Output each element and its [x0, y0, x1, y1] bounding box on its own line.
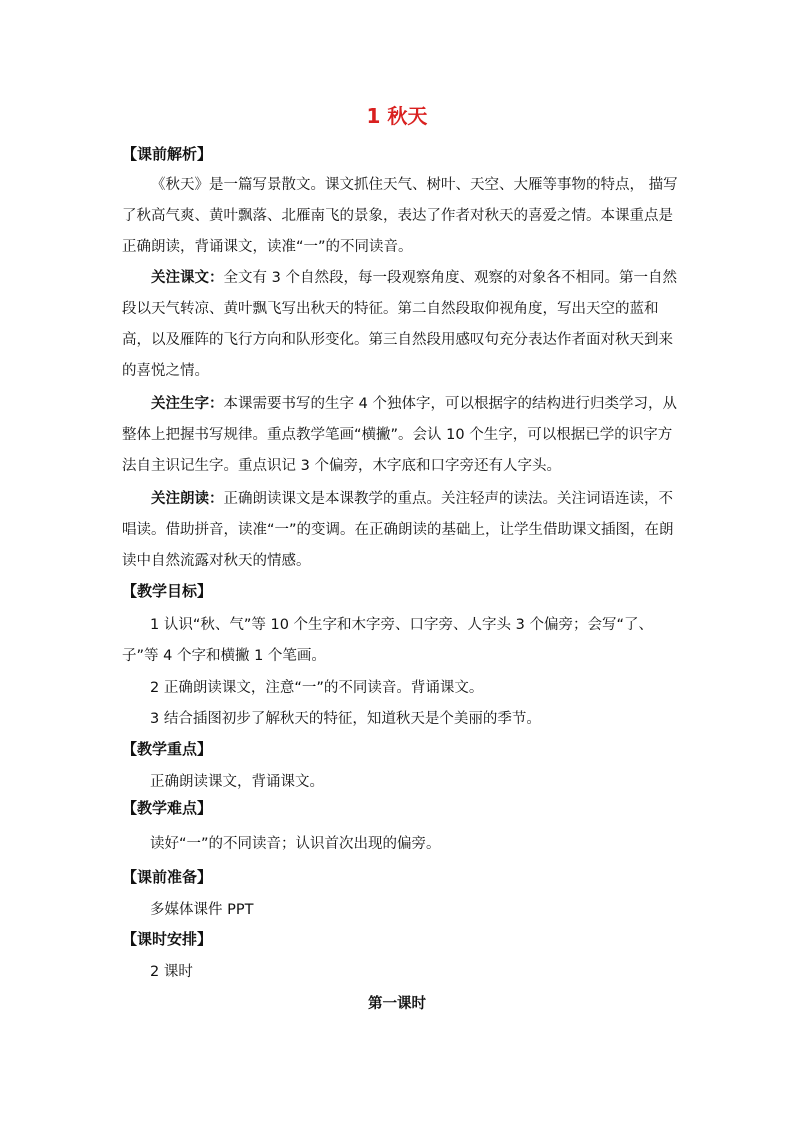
goal-item-2: 2 正确朗读课文，注意“一”的不同读音。背诵课文。 — [150, 680, 484, 696]
analysis-intro-paragraph: 《秋天》是一篇写景散文。课文抓住天气、树叶、天空、大雁等事物的特点， 描写了秋高气爽、黄叶飘落、北雁南飞的景象，表达了作者对秋天的喜爱之情。本课重点是正确朗读，背诵课文，读准“一”的不同读音。 — [122, 177, 678, 255]
goal-item-1: 1 认识“秋、气”等 10 个生字和木字旁、口字旁、人字头 3 个偏旁；会写“了、子”等 4 个字和横撇 1 个笔画。 — [122, 617, 653, 664]
focus-text-label: 关注课文： — [151, 270, 224, 286]
focus-text-paragraph — [122, 263, 684, 387]
lesson-heading: 第一课时 — [368, 996, 426, 1012]
focus-chars-label: 关注生字： — [151, 396, 224, 412]
section-heading-schedule: 【课时安排】 — [122, 930, 213, 948]
focus-reading-label: 关注朗读： — [151, 491, 224, 507]
section-heading-analysis: 【课前解析】 — [122, 145, 213, 163]
focus-chars-body: 本课需要书写的生字 4 个独体字，可以根据字的结构进行归类学习，从整体上把握书写规律。重点教学笔画“横撇”。会认 10 个生字，可以根据已学的识字方法自主识记生字。重点识记 3 个偏旁，木字底和口字旁还有人字头。 — [122, 396, 677, 474]
section-heading-goals: 【教学目标】 — [122, 582, 213, 600]
focus-reading-paragraph — [122, 484, 684, 577]
difficulties-text: 读好“一”的不同读音；认识首次出现的偏旁。 — [150, 836, 441, 852]
section-heading-key-points: 【教学重点】 — [122, 740, 213, 758]
section-heading-preparation: 【课前准备】 — [122, 868, 213, 886]
section-heading-difficulties: 【教学难点】 — [122, 799, 213, 817]
document-title: 1 秋天 — [366, 104, 428, 128]
key-points-text: 正确朗读课文，背诵课文。 — [150, 774, 324, 790]
focus-reading-body: 正确朗读课文是本课教学的重点。关注轻声的读法。关注词语连读，不唱读。借助拼音，读准“一”的变调。在正确朗读的基础上，让学生借助课文插图，在朗读中自然流露对秋天的情感。 — [122, 491, 674, 569]
goal-item-3: 3 结合插图初步了解秋天的特征，知道秋天是个美丽的季节。 — [150, 711, 541, 727]
focus-chars-paragraph — [122, 389, 684, 482]
schedule-text: 2 课时 — [150, 964, 193, 980]
focus-text-body: 全文有 3 个自然段，每一段观察角度、观察的对象各不相同。第一自然段以天气转凉、黄叶飘飞写出秋天的特征。第二自然段取仰视角度，写出天空的蓝和高，以及雁阵的飞行方向和队形变化。第三自然段用感叹句充分表达作者面对秋天到来的喜悦之情。 — [122, 270, 677, 379]
preparation-text: 多媒体课件 PPT — [150, 902, 254, 918]
